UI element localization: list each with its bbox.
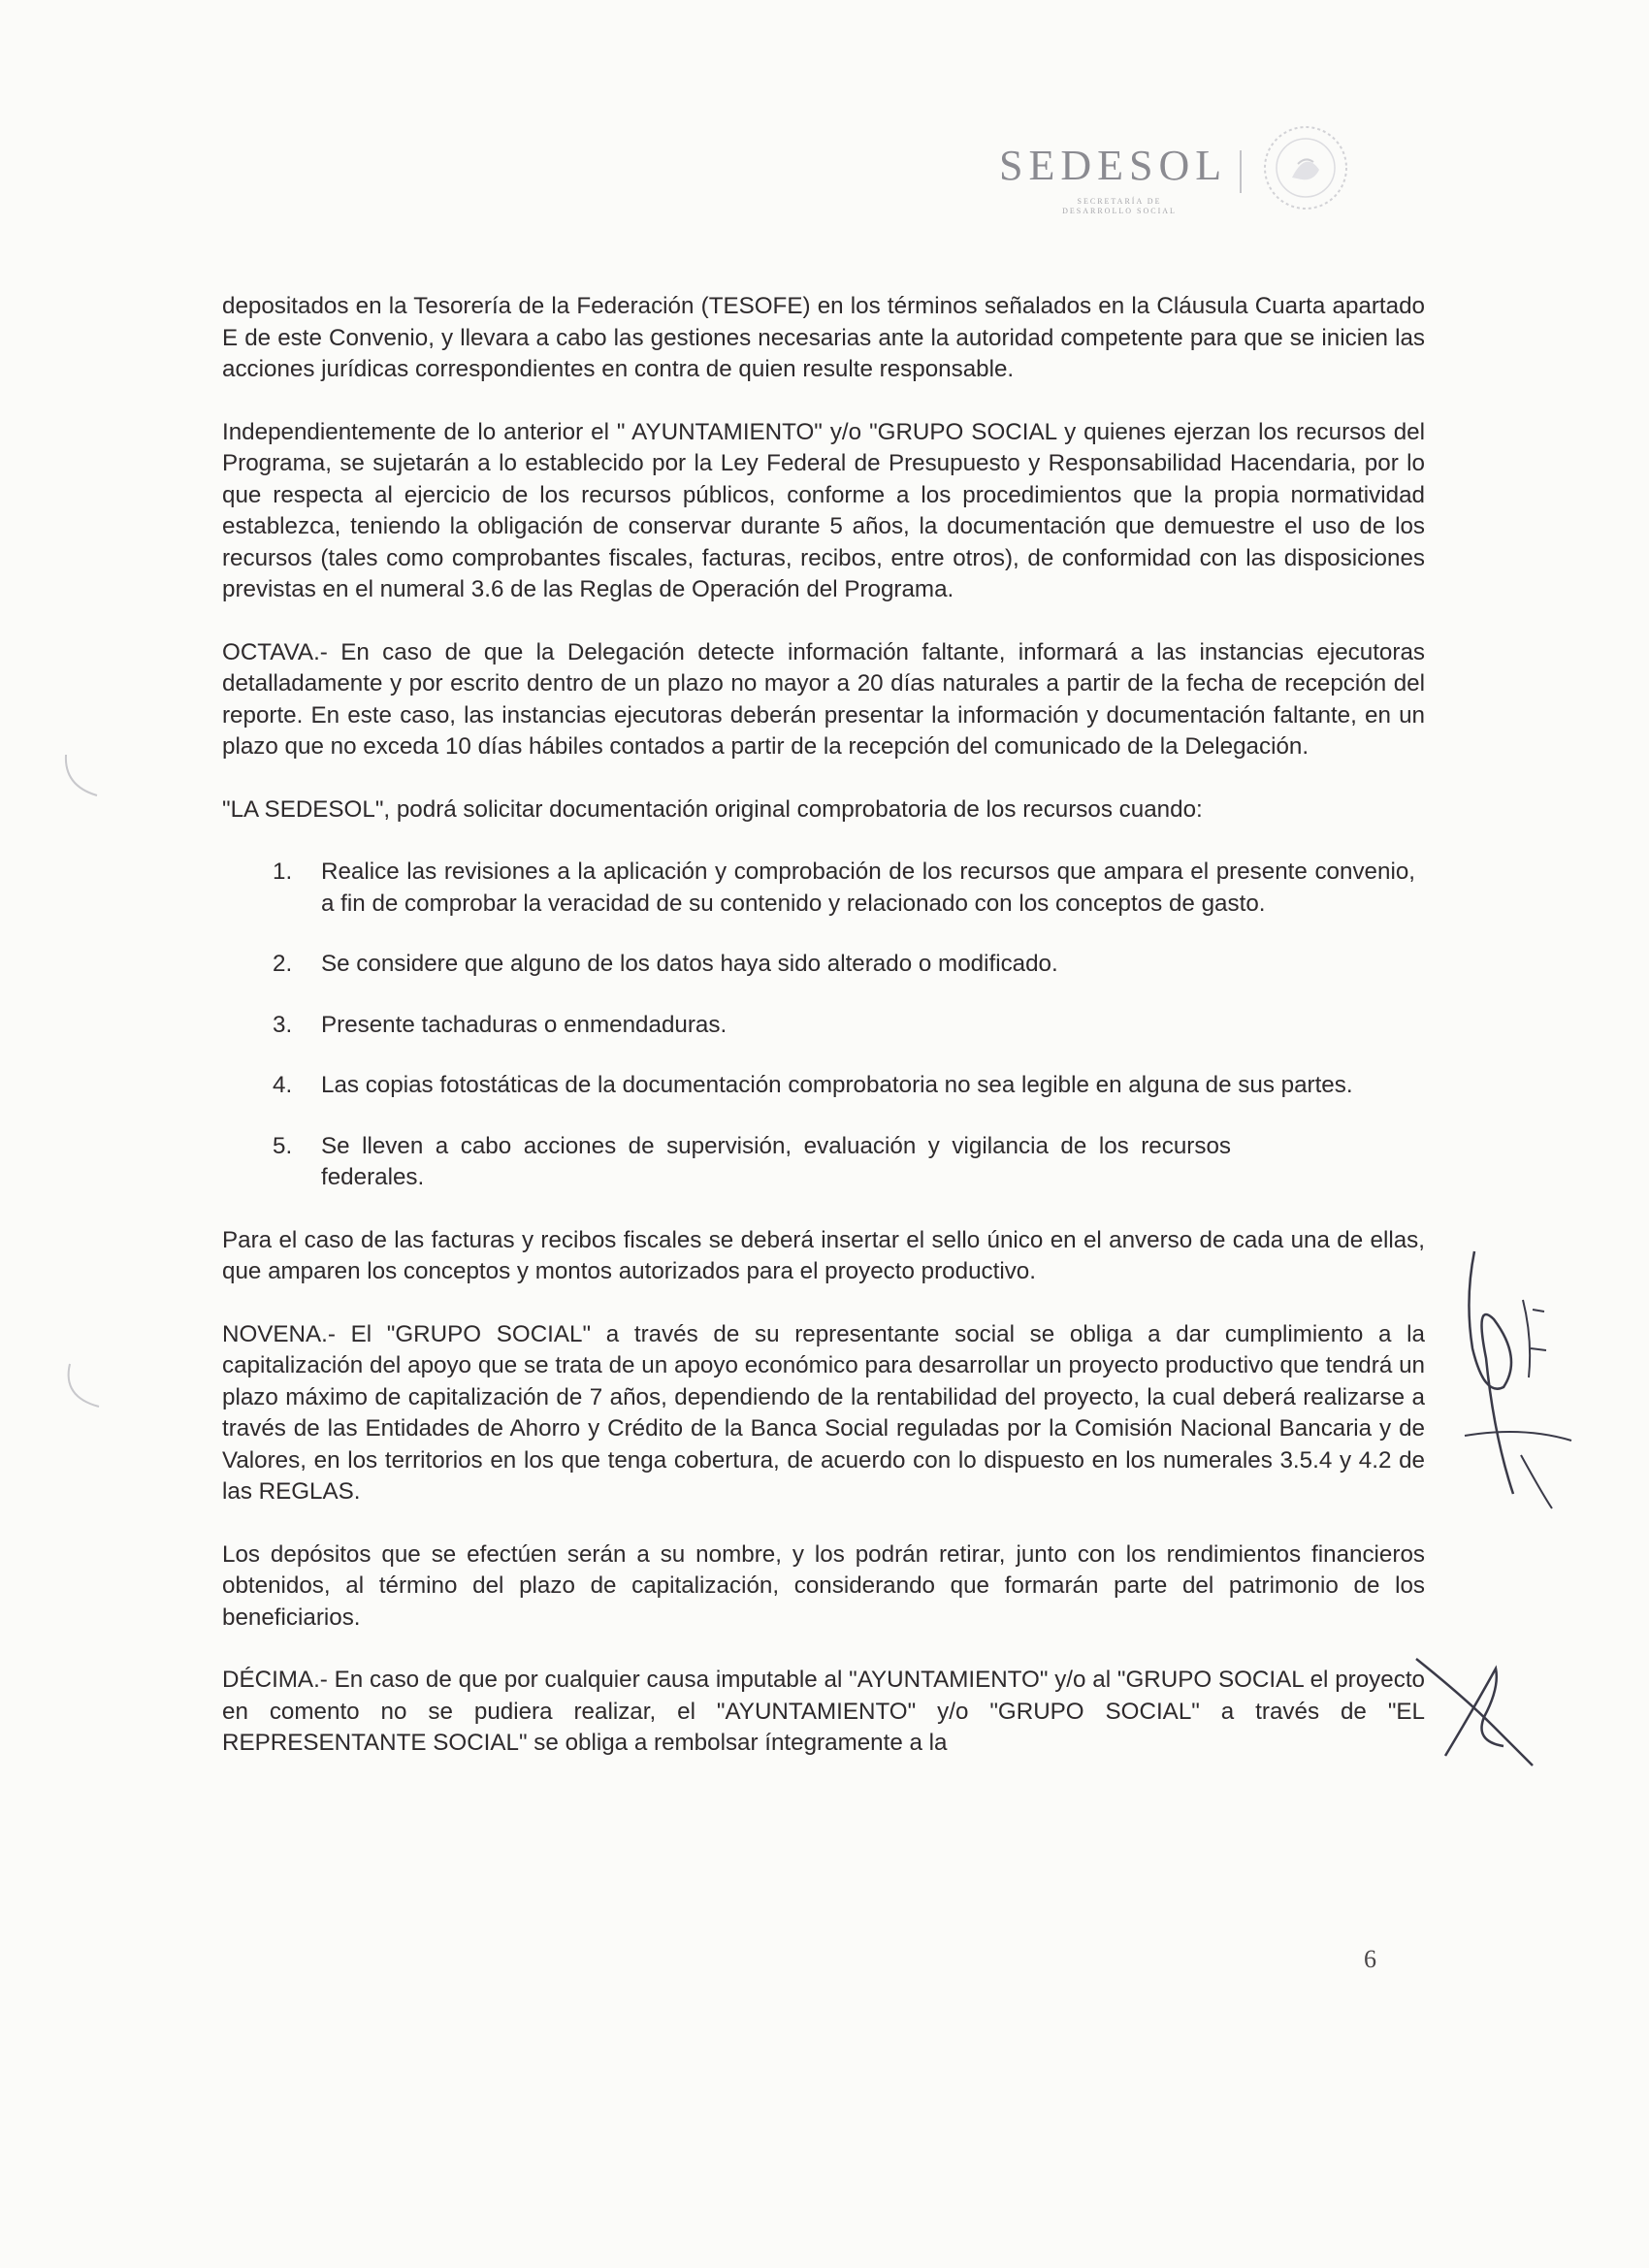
paragraph-ley-federal: Independientemente de lo anterior el " AYUNTAMIENTO" y/o "GRUPO SOCIAL y quienes ejerzan los recursos del Programa, se sujetarán a lo establecido por la Ley Federal de Presupuesto y Responsabilidad Hacendaria, por lo que respecta al ejercicio de los recursos públicos, conforme a los procedimientos que la propia normatividad establezca, teniendo la obligación de conservar durante 5 años, la documentación que demuestre el uso de los recursos (tales como comprobantes fiscales, facturas, recibos, entre otros), de conformidad con las disposiciones previstas en el numeral 3.6 de las Reglas de Operación del Programa. (222, 418, 1425, 602)
national-seal-icon (1259, 121, 1352, 214)
list-item-text: Realice las revisiones a la aplicación y comprobación de los recursos que ampara el presente convenio, a fin de comprobar la veracidad de su contenido y relacionado con los conceptos de gasto. (321, 859, 1415, 917)
logo-wordmark: SEDESOL (999, 142, 1228, 189)
paragraph-depositos: Los depósitos que se efectúen serán a su nombre, y los podrán retirar, junto con los rendimientos financieros obtenidos, al término del plazo de capitalización, considerando que formarán parte del patrimonio de los beneficiarios. (222, 1540, 1425, 1631)
list-item (222, 1010, 1425, 1042)
logo-subtitle-line-1: SECRETARÍA DE (1077, 197, 1162, 206)
clause-novena: NOVENA.- El "GRUPO SOCIAL" a través de su representante social se obliga a dar cumplimiento a la capitalización del apoyo que se trata de un apoyo económico para desarrollar un proyecto productivo que tendrá un plazo máximo de capitalización de 7 años, dependiendo de la rentabilidad del proyecto, la cual deberá realizarse a través de las Entidades de Ahorro y Crédito de la Banca Social reguladas por la Comisión Nacional Bancaria y de Valores, en los territorios en los que tenga cobertura, de acuerdo con lo dispuesto en los numerales 3.5.4 y 4.2 de las REGLAS. (222, 1320, 1425, 1505)
clause-octava: OCTAVA.- En caso de que la Delegación detecte información faltante, informará a las instancias ejecutoras detalladamente y por escrito dentro de un plazo no mayor a 20 días naturales a partir de la fecha de recepción del reporte. En este caso, las instancias ejecutoras deberán presentar la información y documentación faltante, en un plazo que no exceda 10 días hábiles contados a partir de la recepción del comunicado de la Delegación. (222, 638, 1425, 760)
list-item-text: Se lleven a cabo acciones de supervisión, evaluación y vigilancia de los recursos federales. (321, 1132, 1231, 1190)
list-item-text: Las copias fotostáticas de la documentación comprobatoria no sea legible en alguna de sus partes. (321, 1072, 1353, 1098)
document-body (222, 291, 1425, 1760)
list-item-number: 2. (273, 951, 293, 977)
logo-subtitle (1022, 197, 1216, 216)
punch-hole-mark-bottom (56, 1358, 105, 1416)
margin-signature-2 (1406, 1649, 1542, 1785)
numbered-list (222, 857, 1425, 1194)
logo-subtitle-line-2: DESARROLLO SOCIAL (1062, 207, 1177, 215)
list-item (222, 949, 1425, 981)
paragraph-facturas: Para el caso de las facturas y recibos fiscales se deberá insertar el sello único en el anverso de cada una de ellas, que amparen los conceptos y montos autorizados para el proyecto productivo. (222, 1226, 1425, 1284)
logo-divider (1240, 150, 1242, 193)
clause-decima: DÉCIMA.- En caso de que por cualquier causa imputable al "AYUNTAMIENTO" y/o al "GRUPO SOCIAL el proyecto en comento no se pudiera realizar, el "AYUNTAMIENTO" y/o "GRUPO SOCIAL" a través de "EL REPRESENTANTE SOCIAL" se obliga a rembolsar íntegramente a la (222, 1667, 1425, 1756)
list-item (222, 1131, 1425, 1194)
list-item-number: 4. (273, 1072, 293, 1098)
punch-hole-mark-top (56, 747, 105, 805)
list-item-text: Presente tachaduras o enmendaduras. (321, 1011, 728, 1038)
list-item-number: 1. (273, 859, 293, 885)
list-item (222, 1070, 1425, 1102)
sedesol-logo (999, 141, 1387, 218)
list-item-number: 3. (273, 1011, 293, 1038)
page-number: 6 (1364, 1945, 1376, 1973)
paragraph-sedesol-request: "LA SEDESOL", podrá solicitar documentación original comprobatoria de los recursos cuando: (222, 795, 1203, 823)
list-item-number: 5. (273, 1132, 293, 1159)
list-item (222, 857, 1425, 920)
list-item-text: Se considere que alguno de los datos haya sido alterado o modificado. (321, 951, 1058, 977)
paragraph-tesofe: depositados en la Tesorería de la Federación (TESOFE) en los términos señalados en la Cláusula Cuarta apartado E de este Convenio, y llevara a cabo las gestiones necesarias ante la autoridad competente para que se inicien las acciones jurídicas correspondientes en contra de quien resulte responsable. (222, 293, 1425, 382)
margin-signature-1 (1436, 1242, 1581, 1513)
